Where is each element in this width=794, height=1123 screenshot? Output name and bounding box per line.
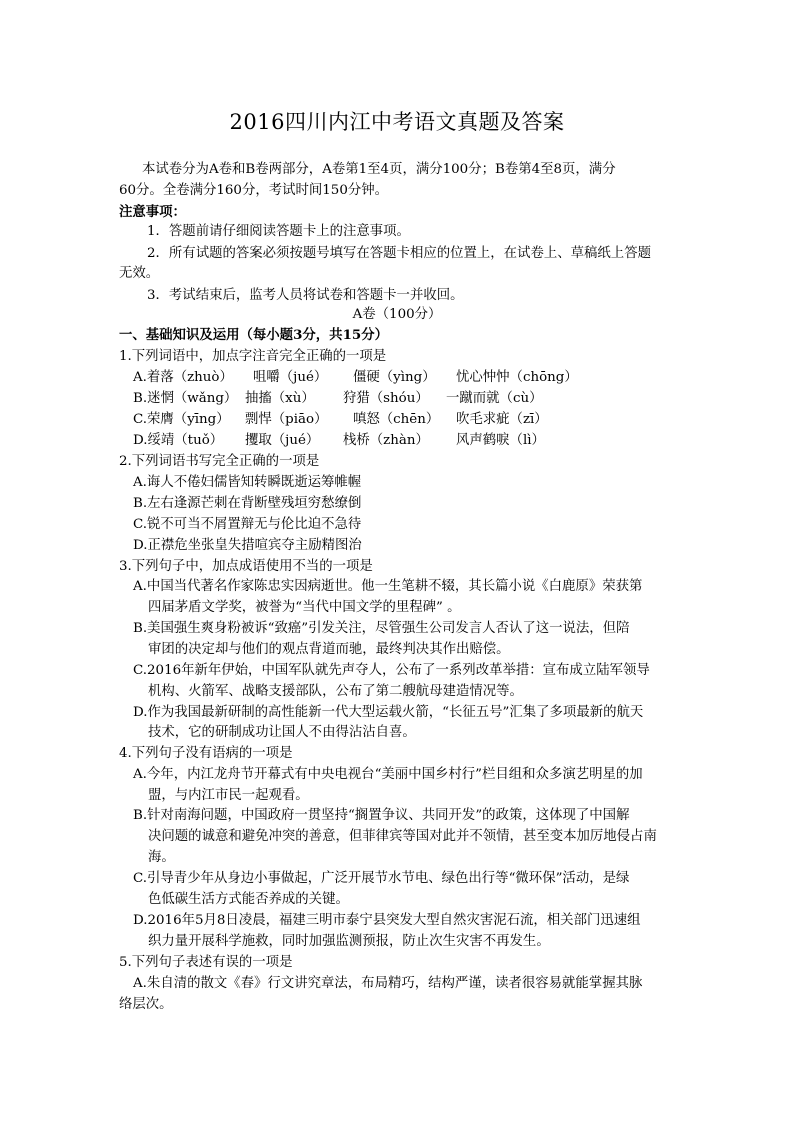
q3-option-d: D.作为我国最新研制的高性能新一代大型运载火箭，“长征五号”汇集了多项最新的航天 (133, 705, 644, 720)
notes-item-1: 1．答题前请仔细阅读答题卡上的注意事项。 (147, 224, 410, 239)
q4-option-b-cont: 决问题的诚意和避免冲突的善意，但菲律宾等国对此并不领情，甚至变本加厉地侵占南 (148, 829, 657, 844)
notes-item-2-cont: 无效。 (119, 266, 160, 281)
q1-row-c (133, 411, 693, 429)
q1-a-word-3: 僵硬（yìng） (353, 370, 436, 385)
q1-stem: 1.下列词语中，加点字注音完全正确的一项是 (119, 349, 387, 364)
notes-item-2: 2．所有试题的答案必须按题号填写在答题卡相应的位置上，在试卷上、草稿纸上答题 (147, 246, 651, 261)
q1-b-word-3: 狩猎（shóu） (343, 391, 429, 406)
q4-option-b: B.针对南海问题，中国政府一贯坚持“搁置争议、共同开发”的政策，这体现了中国解 (133, 808, 630, 823)
q1-c-word-1: C.荣膺（yīng） (133, 412, 230, 427)
q4-option-a-cont: 盟，与内江市民一起观看。 (148, 788, 309, 803)
q2-stem: 2.下列词语书写完全正确的一项是 (119, 454, 320, 469)
q4-stem: 4.下列句子没有语病的一项是 (119, 746, 293, 761)
q3-option-c-cont: 机构、火箭军、战略支援部队，公布了第二艘航母建造情况等。 (148, 684, 523, 699)
q1-row-d (133, 432, 693, 450)
q1-d-word-2: 攫取（jué） (245, 433, 320, 448)
q1-row-b (133, 390, 693, 408)
q1-d-word-1: D.绥靖（tuǒ） (133, 433, 224, 448)
intro-line-1: 本试卷分为A卷和B卷两部分，A卷第1至4页，满分100分；B卷第4至8页，满分 (142, 162, 616, 177)
q1-row-a (133, 369, 693, 387)
q1-a-word-4: 忧心忡忡（chōng） (456, 370, 578, 385)
q5-option-a: A.朱自清的散文《春》行文讲究章法，布局精巧，结构严谨，读者很容易就能掌握其脉 (133, 976, 643, 991)
q5-option-a-cont: 络层次。 (119, 997, 173, 1012)
q4-option-a: A.今年，内江龙舟节开幕式有中央电视台“美丽中国乡村行”栏目组和众多演艺明星的加 (133, 767, 643, 782)
q1-b-word-1: B.迷惘（wǎng） (133, 391, 238, 406)
q4-option-d-cont: 织力量开展科学施救，同时加强监测预报，防止次生灾害不再发生。 (148, 934, 550, 949)
q5-stem: 5.下列句子表述有误的一项是 (119, 955, 293, 970)
q4-option-b-cont-2: 海。 (148, 850, 175, 865)
q1-c-word-2: 剽悍（piāo） (245, 412, 328, 427)
q1-b-word-2: 抽搐（xù） (245, 391, 315, 406)
q3-option-d-cont: 技术，它的研制成功让国人不由得沾沾自喜。 (148, 725, 416, 740)
intro-line-2: 60分。全卷满分160分，考试时间150分钟。 (119, 183, 389, 198)
notes-item-3: 3．考试结束后，监考人员将试卷和答题卡一并收回。 (147, 288, 464, 303)
q3-option-c: C.2016年新年伊始，中国军队就先声夺人，公布了一系列改革举措：宣布成立陆军领导 (133, 663, 650, 678)
q1-a-word-1: A.着落（zhuò） (133, 370, 233, 385)
q2-option-a: A.诲人不倦妇儒皆知转瞬既逝运筹帷幄 (133, 475, 362, 490)
q3-option-b: B.美国强生爽身粉被诉“致癌”引发关注，尽管强生公司发言人否认了这一说法，但陪 (133, 621, 630, 636)
q1-a-word-2: 咀嚼（jué） (253, 370, 328, 385)
page-title: 2016四川内江中考语文真题及答案 (229, 110, 565, 134)
section-a-label: A卷（100分） (352, 307, 442, 322)
q1-d-word-3: 栈桥（zhàn） (343, 433, 429, 448)
q1-c-word-4: 吹毛求疵（zī） (456, 412, 548, 427)
q4-option-c-cont: 色低碳生活方式能否养成的关键。 (148, 892, 349, 907)
q2-option-c: C.锐不可当不屑置辩无与伦比迫不急待 (133, 517, 362, 532)
q2-option-b: B.左右逢源芒刺在背断壁残垣穷愁缭倒 (133, 496, 362, 511)
q3-option-a-cont: 四届茅盾文学奖，被誉为“当代中国文学的里程碑” 。 (148, 600, 461, 615)
notes-heading: 注意事项： (119, 204, 186, 220)
q4-option-c: C.引导青少年从身边小事做起，广泛开展节水节电、绿色出行等“微环保”活动，是绿 (133, 871, 630, 886)
q1-c-word-3: 嗔怒（chēn） (353, 412, 440, 427)
part1-heading: 一、基础知识及运用（每小题3分，共15分） (119, 327, 388, 343)
q1-b-word-4: 一蹴而就（cù） (446, 391, 543, 406)
q4-option-d: D.2016年5月8日凌晨，福建三明市泰宁县突发大型自然灾害泥石流，相关部门迅速组 (133, 913, 641, 928)
q1-d-word-4: 风声鹤唳（lì） (456, 433, 545, 448)
q3-stem: 3.下列句子中，加点成语使用不当的一项是 (119, 559, 373, 574)
q3-option-a: A.中国当代著名作家陈忠实因病逝世。他一生笔耕不辍，其长篇小说《白鹿原》荣获第 (133, 579, 643, 594)
q2-option-d: D.正襟危坐张皇失措喧宾夺主励精图治 (133, 538, 362, 553)
q3-option-b-cont: 审团的决定却与他们的观点背道而驰，最终判决其作出赔偿。 (148, 642, 510, 657)
